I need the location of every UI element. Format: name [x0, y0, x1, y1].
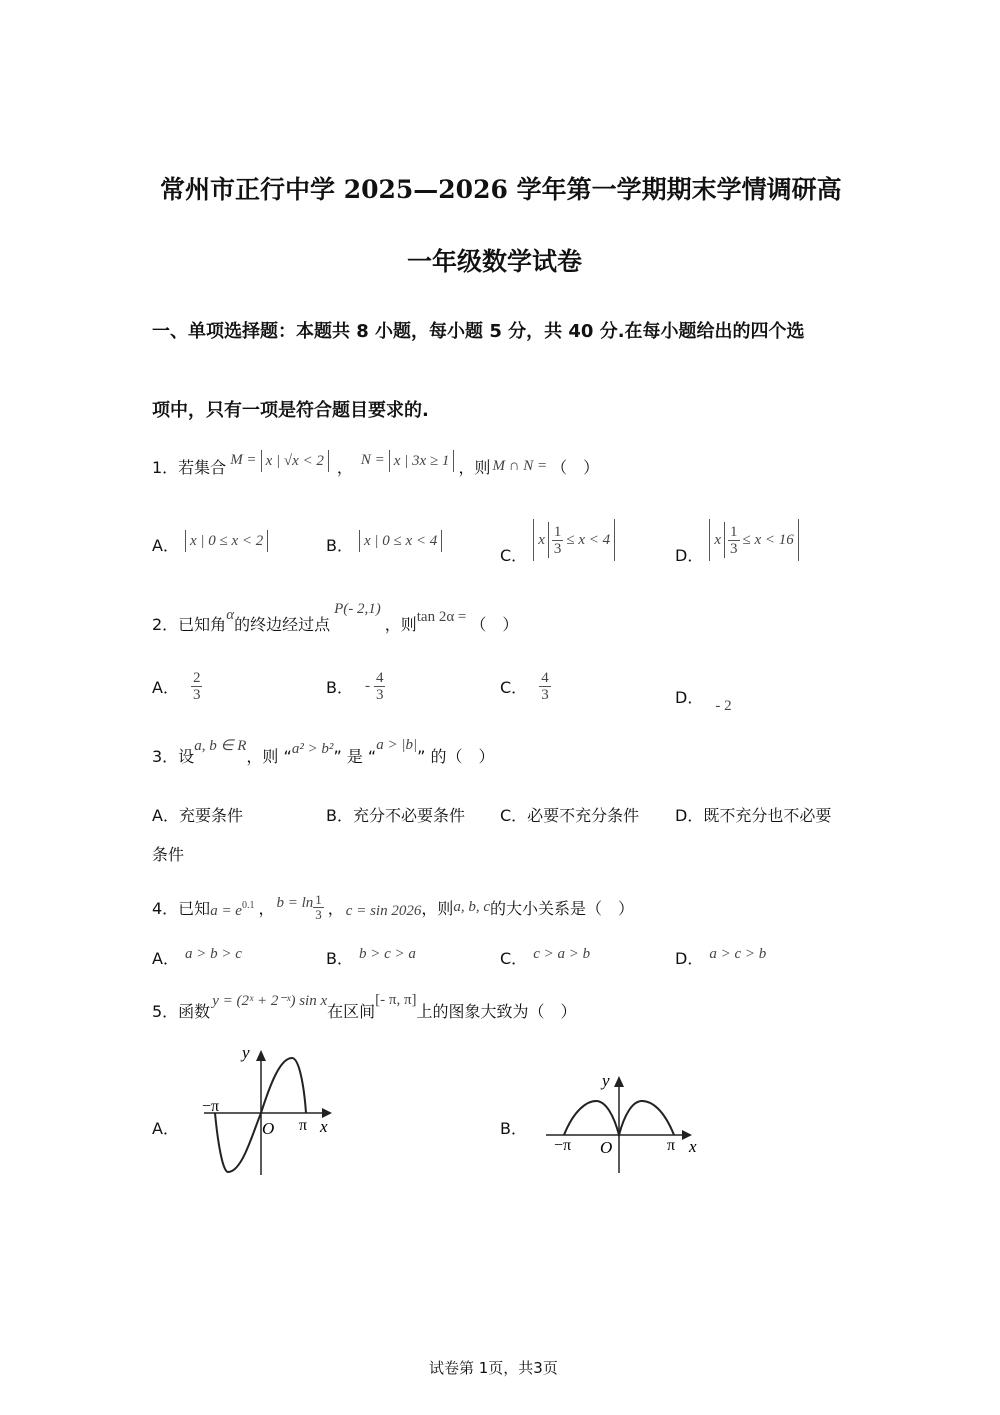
graph-a-y-label: y — [242, 1043, 250, 1062]
q1-option-d-range: ≤ x < 16 — [742, 532, 794, 548]
q5-option-a-graph[interactable] — [190, 1040, 350, 1180]
q3-stem-part-4: ” 的（ ） — [417, 747, 495, 766]
q1-option-b[interactable] — [326, 533, 442, 556]
q4-stem-part-3: 的大小关系是（ ） — [490, 899, 635, 918]
section-heading-line-1: 一、单项选择题：本题共 8 小题，每小题 5 分，共 40 分.在每小题给出的四个选 — [152, 321, 805, 342]
q1-set-n-body: x | 3x ≥ 1 — [389, 450, 455, 472]
q1-expression: M ∩ N = — [492, 458, 548, 474]
q4-option-b-label: B． — [326, 949, 353, 968]
q3-stem-part-3: ” 是 “ — [333, 747, 377, 766]
q5-interval: [- π, π] — [375, 992, 417, 1008]
q1-number: 1．若集合 — [152, 458, 227, 477]
q4-stem-part-2: ，则 — [421, 899, 454, 918]
q2-option-a-label: A． — [152, 678, 179, 697]
graph-b-x-label: x — [689, 1137, 697, 1156]
q2-option-c-fraction: $\frac{4}{3}$ — [541, 670, 549, 703]
q5-stem-part-3: 上的图象大致为（ ） — [416, 1002, 577, 1021]
question-1-stem — [152, 452, 600, 478]
q1-option-c-range: ≤ x < 4 — [566, 532, 611, 548]
q4-comma-2: ， — [327, 899, 344, 918]
q4-option-b[interactable] — [326, 946, 416, 969]
q3-option-c[interactable]: C．必要不充分条件 — [500, 806, 640, 825]
q2-expression: tan 2α = — [416, 609, 467, 625]
q1-option-d[interactable] — [675, 519, 799, 565]
q2-option-b-label: B． — [326, 678, 353, 697]
graph-a-x-label: x — [320, 1117, 328, 1136]
question-2-stem — [152, 601, 519, 635]
q4-option-c[interactable] — [500, 946, 590, 969]
q5-stem-part-2: 在区间 — [327, 1002, 376, 1021]
question-5-stem — [152, 992, 577, 1022]
q2-option-d-label: D． — [675, 688, 704, 707]
q5-stem-part-1: 5．函数 — [152, 1002, 211, 1021]
q2-option-a[interactable] — [152, 670, 202, 703]
q4-option-a-value: a > b > c — [184, 946, 242, 962]
q1-option-c-value — [533, 519, 615, 561]
q4-option-d-label: D． — [675, 949, 704, 968]
q1-option-c-fraction: $\frac{1}{3}$ — [553, 523, 562, 557]
q4-stem-part-1: 4．已知 — [152, 899, 211, 918]
q1-set-m-label: M = — [230, 452, 257, 468]
q2-option-d-value: - 2 — [715, 698, 732, 714]
q1-option-a[interactable] — [152, 533, 268, 556]
q1-option-c-var: x — [538, 532, 545, 548]
graph-a-neg-pi-label: −π — [202, 1098, 220, 1115]
q3-option-a[interactable]: A．充要条件 — [152, 806, 243, 825]
q2-option-c[interactable] — [500, 670, 551, 703]
q1-set-n-label: N = — [360, 452, 385, 468]
q4-option-a[interactable] — [152, 946, 242, 969]
q2-option-a-fraction: $\frac{2}{3}$ — [192, 670, 201, 703]
q4-b-fraction: $\frac{1}{3}$ — [315, 892, 322, 922]
q1-option-d-label: D． — [675, 545, 704, 565]
q5-option-b-label[interactable]: B． — [500, 1119, 527, 1138]
q1-set-m-body: x | √x < 2 — [261, 450, 329, 472]
graph-b-y-label: y — [602, 1071, 610, 1090]
q1-option-c[interactable] — [500, 519, 615, 565]
q1-option-b-value: x | 0 ≤ x < 4 — [359, 530, 442, 552]
q4-c-def: c = sin 2026 — [345, 903, 422, 919]
q4-option-c-label: C． — [500, 949, 528, 968]
q2-stem-part-1: 2．已知角 — [152, 615, 227, 634]
q2-option-b-fraction: $\frac{4}{3}$ — [375, 670, 384, 703]
q3-stem-part-2: ，则 “ — [246, 747, 292, 766]
q2-stem-part-3: ，则 — [384, 615, 417, 634]
question-4-stem — [152, 893, 634, 922]
q1-option-a-value: x | 0 ≤ x < 2 — [185, 530, 268, 552]
q3-option-b[interactable]: B．充分不必要条件 — [326, 806, 465, 825]
q2-option-b-sign: - — [364, 678, 370, 694]
graph-b-y-arrow — [614, 1076, 624, 1087]
q2-alpha: α — [226, 607, 235, 623]
q4-b-def: b = ln — [276, 895, 314, 911]
q3-option-d-continuation: 条件 — [152, 845, 185, 864]
q1-option-a-label: A． — [152, 536, 179, 555]
q2-answer-paren: （ ） — [470, 615, 519, 634]
graph-a-origin-label: O — [262, 1119, 275, 1138]
q4-comma-1: ， — [258, 899, 275, 918]
q3-option-d[interactable]: D．既不充分也不必要 — [675, 806, 832, 825]
graph-a-y-arrow — [256, 1050, 266, 1061]
q4-a-def: a = e — [210, 903, 242, 919]
title-line-2: 一年级数学试卷 — [407, 247, 583, 276]
title-line-1: 常州市正行中学 2025—2026 学年第一学期期末学情调研高 — [160, 175, 842, 204]
q1-option-b-label: B． — [326, 536, 353, 555]
section-heading-line-2: 项中，只有一项是符合题目要求的. — [152, 400, 429, 421]
q3-proposition-p: a² > b² — [291, 741, 334, 757]
graph-a-pi-label: π — [299, 1117, 308, 1134]
q2-option-b[interactable] — [326, 670, 385, 703]
question-3-stem — [152, 737, 495, 767]
graph-b-pi-label: π — [667, 1137, 676, 1154]
q4-option-d-value: a > c > b — [709, 946, 767, 962]
q3-condition: a, b ∈ R — [194, 738, 247, 754]
q4-option-d[interactable] — [675, 946, 766, 969]
q4-a-exponent: 0.1 — [241, 900, 255, 911]
q4-option-a-label: A． — [152, 949, 179, 968]
q4-option-c-value: c > a > b — [533, 946, 591, 962]
q2-option-d[interactable] — [675, 685, 732, 714]
q5-option-b-graph[interactable] — [540, 1068, 710, 1178]
q1-answer-paren: （ ） — [551, 458, 600, 477]
q2-stem-part-2: 的终边经过点 — [234, 615, 331, 634]
q1-option-d-var: x — [714, 532, 721, 548]
q4-option-b-value: b > c > a — [358, 946, 416, 962]
graph-b-neg-pi-label: −π — [554, 1137, 572, 1154]
q1-then: ，则 — [458, 458, 491, 477]
q1-option-d-fraction: $\frac{1}{3}$ — [730, 523, 738, 557]
q3-stem-part-1: 3．设 — [152, 747, 195, 766]
q3-proposition-q: a > |b| — [376, 737, 418, 753]
q1-separator: ， — [336, 458, 353, 477]
page-footer: 试卷第 1页，共3页 — [429, 1359, 558, 1377]
q2-option-c-label: C． — [500, 678, 528, 697]
q1-option-d-value — [709, 519, 798, 561]
q2-point: P(- 2,1) — [334, 601, 381, 617]
q4-variables: a, b, c — [453, 899, 491, 915]
graph-b-origin-label: O — [600, 1138, 613, 1157]
q1-option-c-label: C． — [500, 545, 528, 565]
q5-option-a-label[interactable]: A． — [152, 1119, 179, 1138]
q5-function: y = (2ˣ + 2⁻ˣ) sin x — [212, 993, 328, 1009]
